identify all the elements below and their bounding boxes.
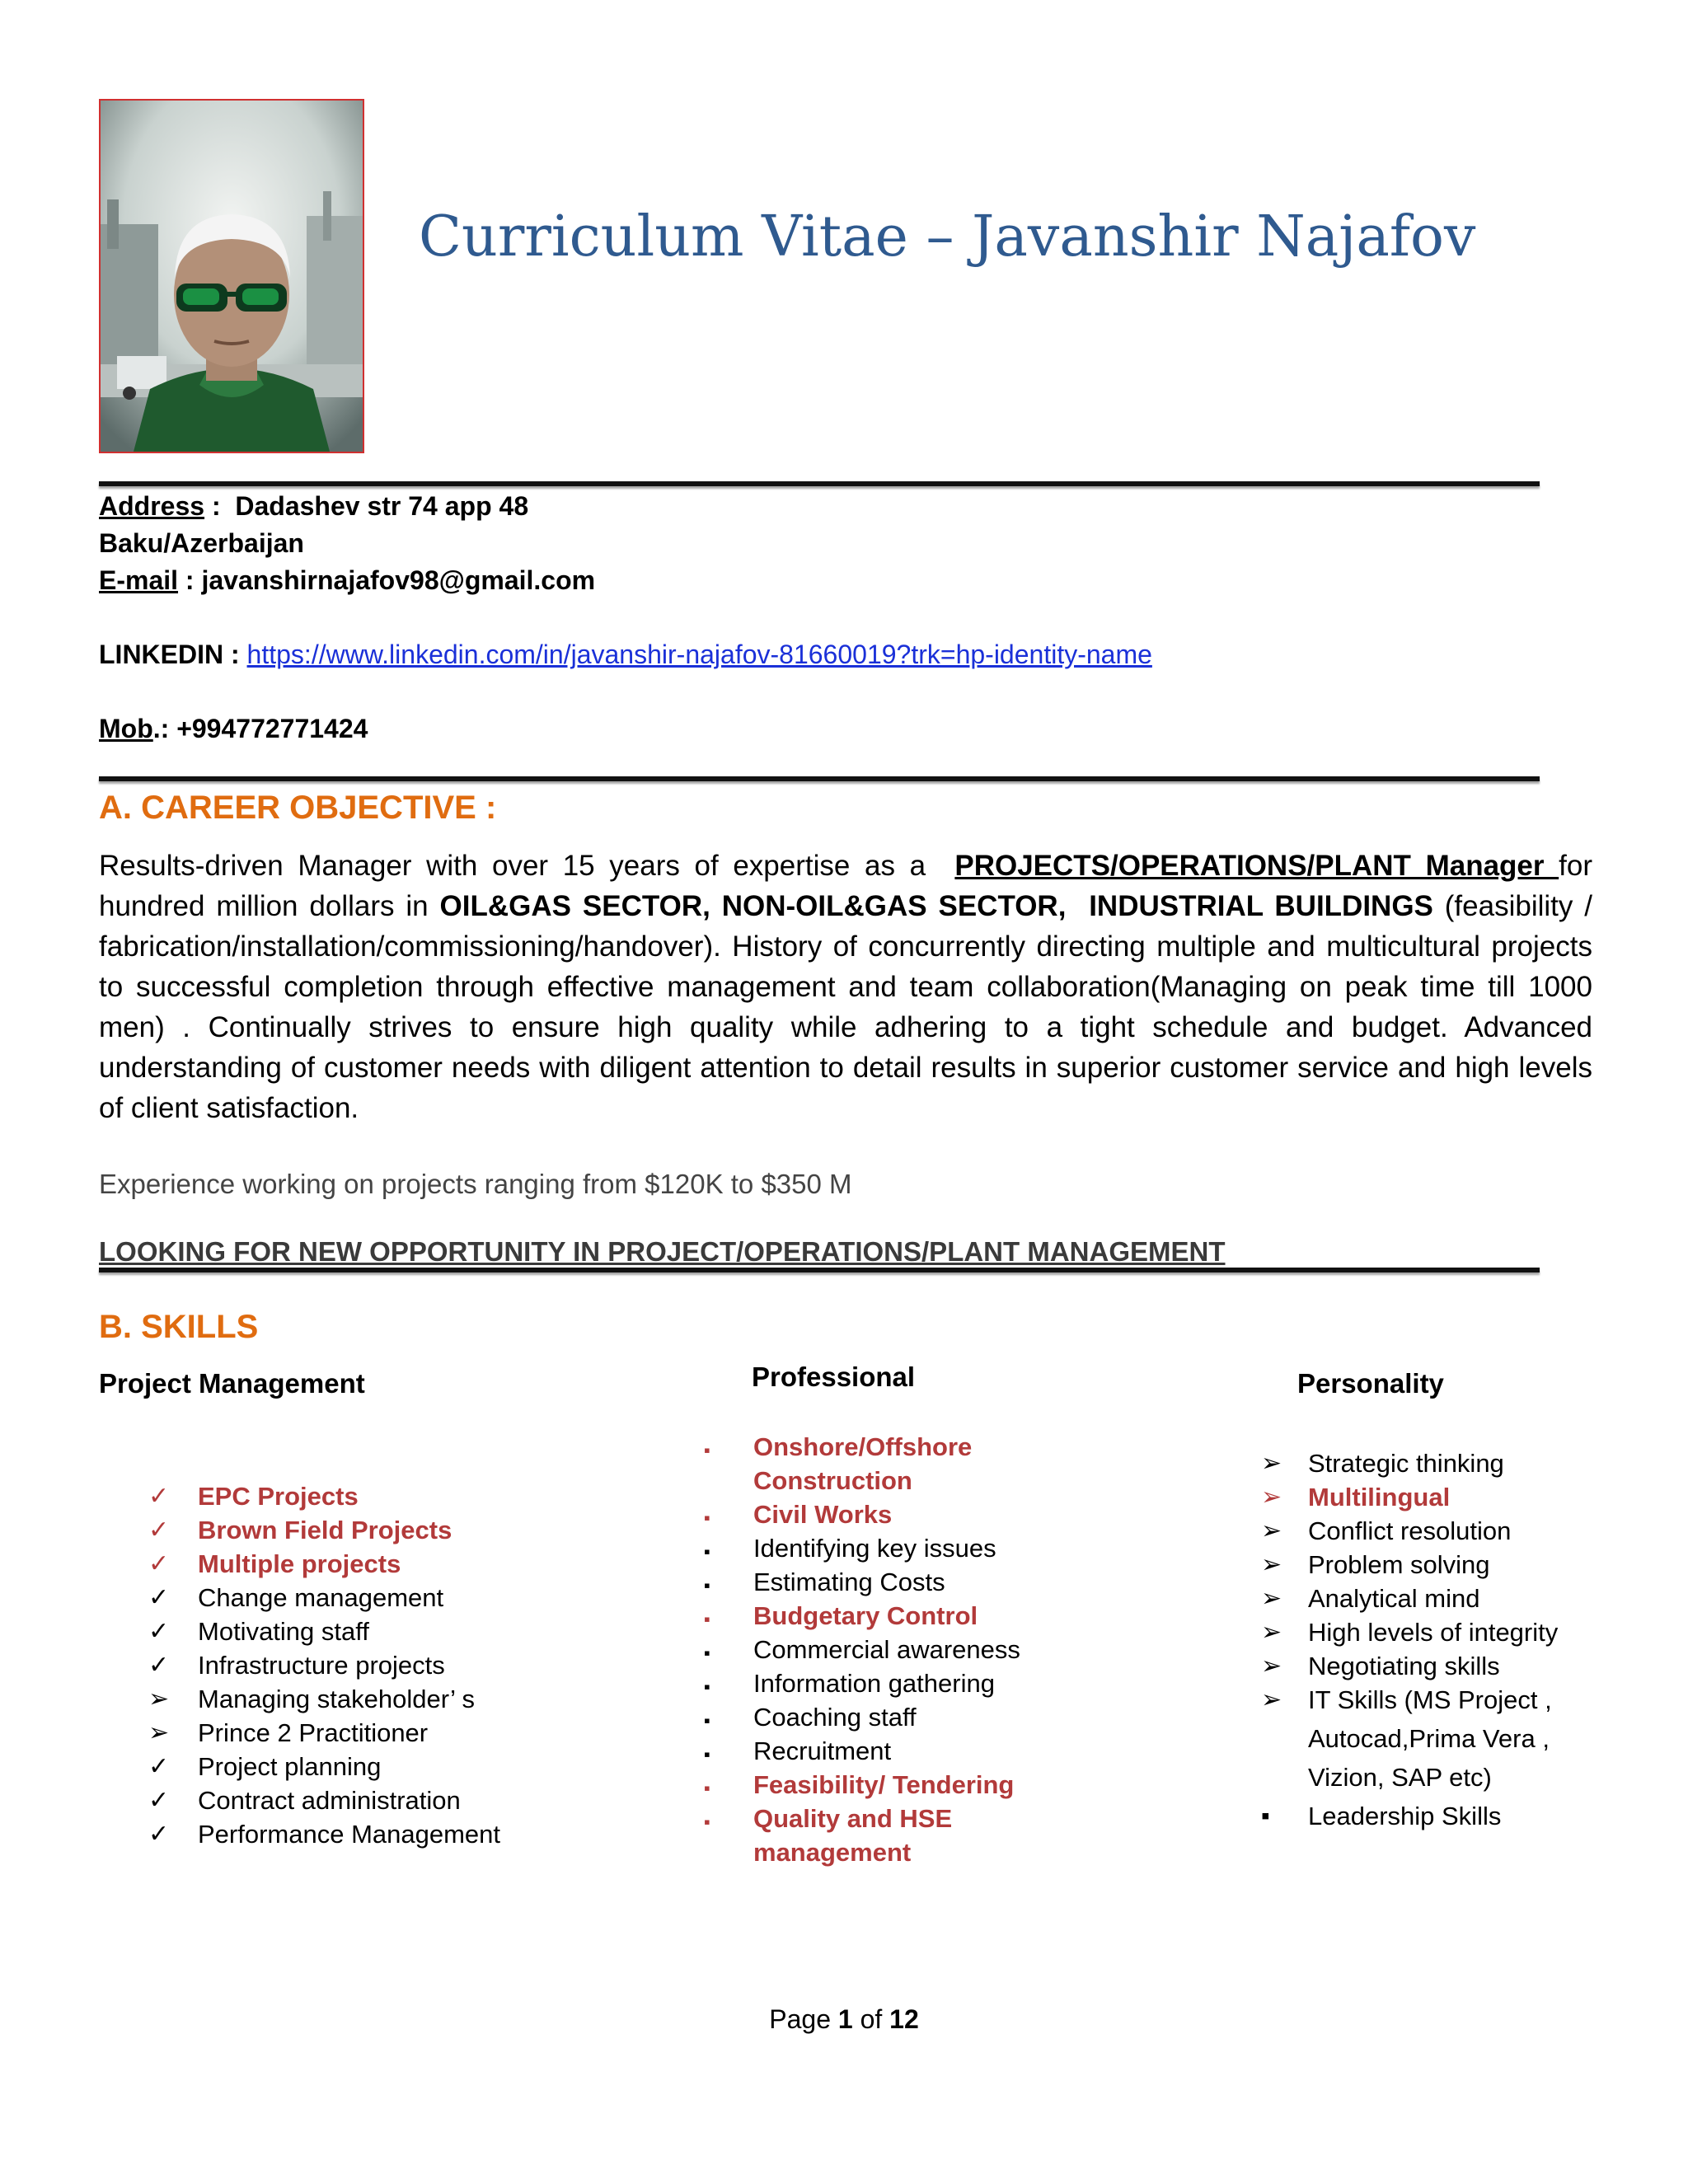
skill-item — [702, 1497, 1032, 1531]
skill-item — [702, 1734, 1032, 1768]
bullet-icon: ➢ — [1261, 1450, 1282, 1477]
objective-part-1: Results-driven Manager with over 15 years of expertise as a — [99, 850, 955, 882]
skill-text: Brown Field Projects — [198, 1516, 452, 1544]
skill-text: Problem solving — [1308, 1550, 1490, 1579]
skill-item — [702, 1802, 1032, 1869]
email-sep: : — [178, 565, 202, 595]
bullet-icon: ▪ — [704, 1440, 710, 1460]
bullet-icon: ✓ — [148, 1787, 170, 1814]
skill-item — [148, 1817, 500, 1851]
experience-range: Experience working on projects ranging from $120K to $350 M — [99, 1169, 852, 1199]
cv-title: Curriculum Vitae – Javanshir Najafov — [419, 204, 1476, 269]
bullet-icon: ➢ — [148, 1719, 170, 1746]
mobile-sep: .: — [152, 714, 177, 743]
skill-item — [1261, 1548, 1607, 1582]
bullet-icon: ▪ — [704, 1575, 710, 1596]
skill-item — [1261, 1649, 1607, 1683]
page-number: 1 — [837, 2004, 853, 2034]
bullet-icon: ▪ — [704, 1778, 710, 1798]
of-label: of — [852, 2004, 890, 2034]
objective-part-2: for hundred million dollars in — [99, 850, 1593, 922]
mobile-label: Mob — [99, 714, 153, 743]
page-footer — [0, 2004, 1688, 2035]
skill-item — [148, 1783, 500, 1817]
skill-item — [1261, 1514, 1607, 1548]
project-management-title: Project Management — [99, 1368, 365, 1399]
bullet-icon: ✓ — [148, 1483, 170, 1510]
skill-text: Coaching staff — [753, 1703, 917, 1732]
linkedin-link[interactable]: https://www.linkedin.com/in/javanshir-najafov-81660019?trk=hp-identity-name — [246, 640, 1152, 669]
skill-text: Multilingual — [1308, 1483, 1451, 1511]
bullet-icon: ▪ — [704, 1541, 710, 1562]
bullet-icon: ➢ — [1261, 1551, 1282, 1578]
skill-text: Civil Works — [753, 1500, 893, 1529]
skill-item — [702, 1633, 1032, 1666]
bullet-icon: ➢ — [1261, 1686, 1282, 1713]
skill-item — [702, 1565, 1032, 1599]
skill-text: Identifying key issues — [753, 1534, 996, 1563]
skill-text: Budgetary Control — [753, 1601, 978, 1630]
profile-photo — [99, 99, 364, 453]
bullet-icon: ✓ — [148, 1618, 170, 1645]
skill-text: Autocad,Prima Vera , — [1308, 1724, 1550, 1753]
skill-item — [148, 1615, 500, 1648]
linkedin-line — [99, 640, 1152, 670]
city-line: Baku/Azerbaijan — [99, 528, 304, 558]
bullet-icon: ➢ — [1261, 1517, 1282, 1544]
bullet-icon: ✓ — [148, 1652, 170, 1679]
skill-text: High levels of integrity — [1308, 1618, 1559, 1647]
skill-text: Conflict resolution — [1308, 1516, 1512, 1545]
bullet-icon: ➢ — [1261, 1585, 1282, 1612]
bullet-icon: ✓ — [148, 1516, 170, 1544]
page-total: 12 — [889, 2004, 919, 2034]
skill-item — [148, 1513, 500, 1547]
skill-item — [1261, 1683, 1607, 1717]
skill-text: Infrastructure projects — [198, 1651, 445, 1680]
looking-for-opportunity: LOOKING FOR NEW OPPORTUNITY IN PROJECT/OPERATIONS/PLANT MANAGEMENT — [99, 1236, 1226, 1267]
career-objective-heading: A. CAREER OBJECTIVE : — [99, 790, 497, 826]
bullet-icon: ➢ — [148, 1685, 170, 1713]
linkedin-label: LINKEDIN : — [99, 640, 247, 669]
skill-item — [1261, 1615, 1607, 1649]
skill-item — [1261, 1582, 1607, 1615]
mobile-line — [99, 714, 368, 744]
skill-text: Feasibility/ Tendering — [753, 1770, 1015, 1799]
skill-item — [702, 1768, 1032, 1802]
skill-item — [148, 1682, 500, 1716]
skill-item — [702, 1430, 1032, 1497]
skill-text: Information gathering — [753, 1669, 995, 1698]
skill-text: Prince 2 Practitioner — [198, 1718, 429, 1747]
personality-title: Personality — [1297, 1368, 1444, 1399]
skill-item — [148, 1648, 500, 1682]
bullet-icon: ✓ — [148, 1821, 170, 1848]
bullet-icon: ➢ — [1261, 1652, 1282, 1680]
skill-text: Managing stakeholder’ s — [198, 1685, 476, 1713]
bullet-icon: ▪ — [1261, 1802, 1270, 1830]
bullet-icon: ▪ — [704, 1710, 710, 1731]
professional-title: Professional — [752, 1361, 916, 1392]
bullet-icon: ➢ — [1261, 1619, 1282, 1646]
skill-text: Quality and HSE management — [753, 1804, 953, 1867]
skill-item — [1261, 1722, 1607, 1755]
address-value: Dadashev str 74 app 48 — [235, 491, 529, 521]
skill-text: Multiple projects — [198, 1549, 401, 1578]
skill-item — [148, 1479, 500, 1513]
skill-text: Estimating Costs — [753, 1568, 945, 1596]
skill-item — [148, 1547, 500, 1581]
bullet-icon: ▪ — [704, 1744, 710, 1765]
bullet-icon: ✓ — [148, 1753, 170, 1780]
skill-item — [702, 1531, 1032, 1565]
email-line — [99, 565, 595, 596]
email-label: E-mail — [99, 565, 179, 595]
objective-part-3: (feasibility / fabrication/installation/commissioning/handover). History of concurrently directing multiple and multicultural projects to successful completion through effective management and team collaboration(Managing on peak time till 1000 men) . Continually strives to ensure high quality while adhering to a tight schedule and budget. Advanced understanding of customer needs with diligent attention to detail results in superior customer service and high levels of client satisfaction. — [99, 890, 1592, 1124]
bullet-icon: ✓ — [148, 1550, 170, 1577]
divider-rule-1 — [99, 481, 1540, 486]
bullet-icon: ➢ — [1261, 1483, 1282, 1511]
skill-item — [148, 1750, 500, 1783]
objective-highlight-buildings: INDUSTRIAL BUILDINGS — [1089, 890, 1433, 922]
skill-text: Recruitment — [753, 1736, 892, 1765]
skill-item — [702, 1599, 1032, 1633]
skill-item — [702, 1700, 1032, 1734]
skill-text: Change management — [198, 1583, 444, 1612]
objective-highlight-role: PROJECTS/OPERATIONS/PLANT Manager — [954, 850, 1559, 882]
skill-text: Leadership Skills — [1308, 1802, 1502, 1830]
skills-heading: B. SKILLS — [99, 1309, 259, 1345]
skill-text: Performance Management — [198, 1820, 501, 1849]
skill-text: Strategic thinking — [1308, 1449, 1504, 1478]
skill-text: Contract administration — [198, 1786, 461, 1815]
skill-item — [1261, 1799, 1607, 1833]
skill-item — [1261, 1760, 1607, 1794]
skill-item — [1261, 1446, 1607, 1480]
divider-rule-2 — [99, 776, 1540, 781]
career-objective-text — [99, 846, 1592, 1128]
bullet-icon: ▪ — [704, 1609, 710, 1629]
skill-text: Analytical mind — [1308, 1584, 1480, 1613]
skill-text: Motivating staff — [198, 1617, 369, 1646]
professional-list — [702, 1430, 1032, 1869]
skill-text: EPC Projects — [198, 1482, 359, 1511]
objective-part-mid — [1066, 890, 1089, 922]
personality-list — [1261, 1446, 1607, 1833]
skill-item — [148, 1581, 500, 1615]
email-value[interactable]: javanshirnajafov98@gmail.com — [201, 565, 596, 595]
bullet-icon: ▪ — [704, 1643, 710, 1663]
bullet-icon: ✓ — [148, 1584, 170, 1611]
bullet-icon: ▪ — [704, 1811, 710, 1832]
objective-highlight-sectors: OIL&GAS SECTOR, NON-OIL&GAS SECTOR, — [439, 890, 1067, 922]
mobile-value: +994772771424 — [176, 714, 368, 743]
skill-text: Onshore/Offshore Construction — [753, 1432, 973, 1495]
divider-rule-3 — [99, 1268, 1540, 1272]
address-sep: : — [204, 491, 236, 521]
bullet-icon: ▪ — [704, 1507, 710, 1528]
skill-item — [1261, 1480, 1607, 1514]
skill-text: Vizion, SAP etc) — [1308, 1763, 1492, 1792]
skill-text: Negotiating skills — [1308, 1652, 1500, 1680]
skill-item — [702, 1666, 1032, 1700]
address-line — [99, 491, 528, 522]
page-label: Page — [769, 2004, 838, 2034]
skill-text: Commercial awareness — [753, 1635, 1020, 1664]
project-management-list — [148, 1479, 500, 1851]
bullet-icon: ▪ — [704, 1676, 710, 1697]
skill-item — [148, 1716, 500, 1750]
skill-text: Project planning — [198, 1752, 382, 1781]
skill-text: IT Skills (MS Project , — [1308, 1685, 1552, 1714]
address-label: Address — [99, 491, 205, 521]
